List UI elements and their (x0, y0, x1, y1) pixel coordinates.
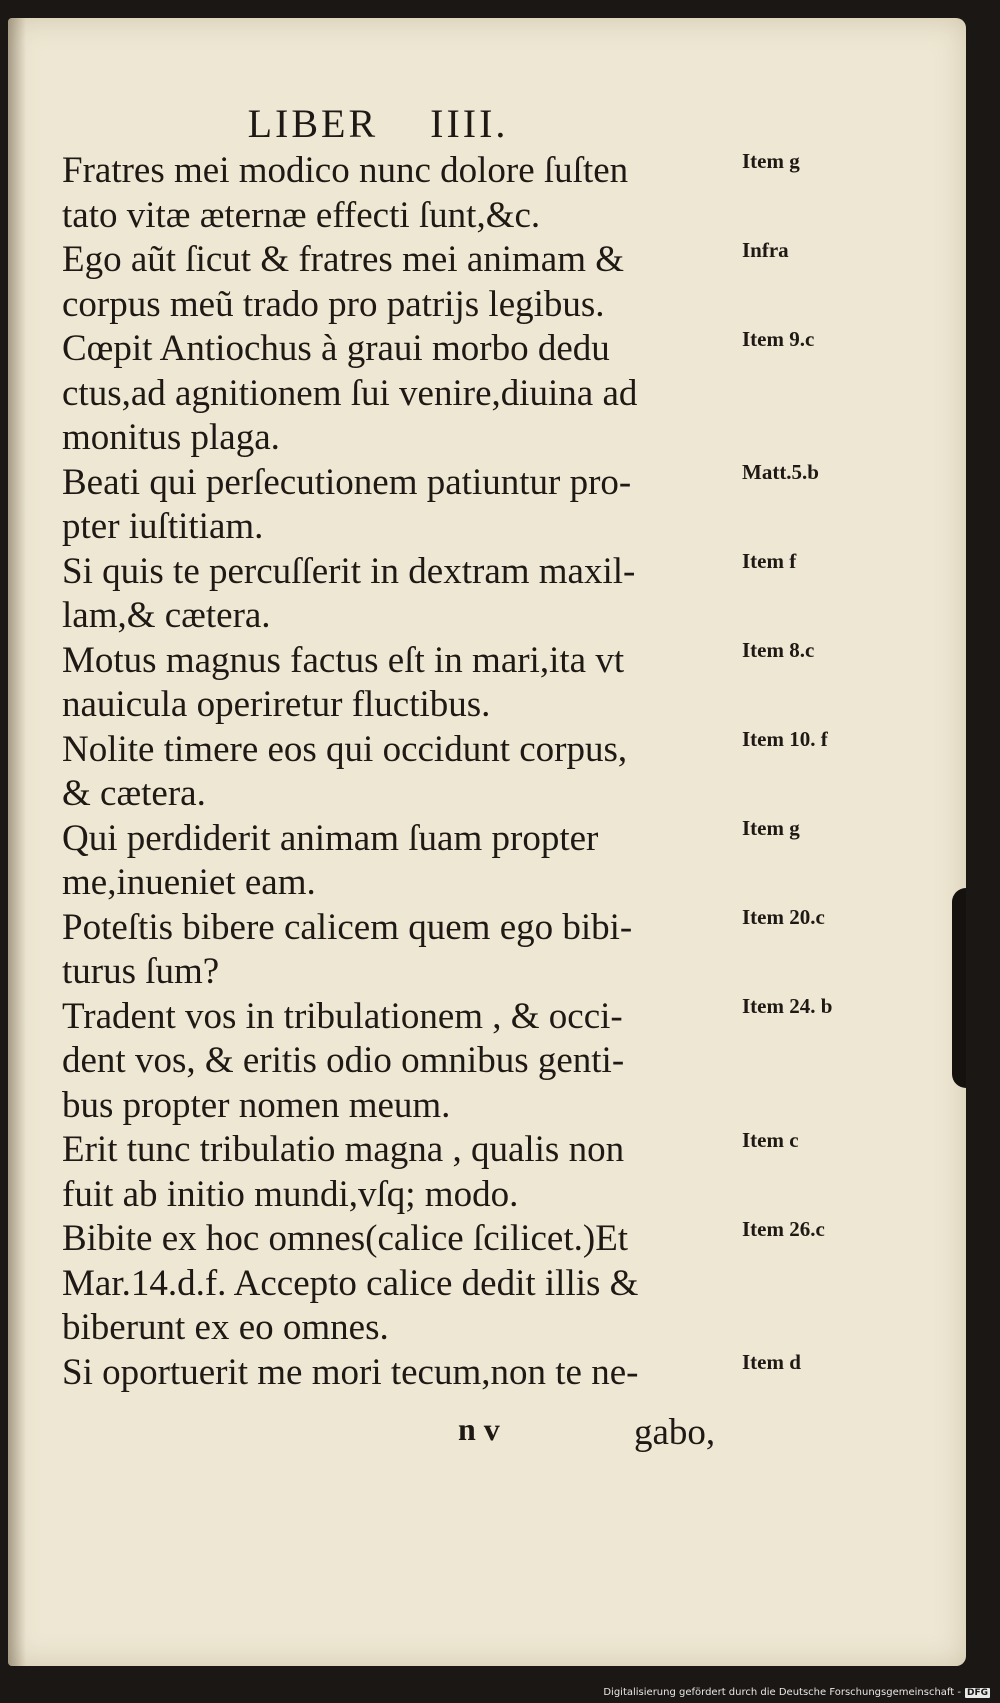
text-line: tato vitæ æternæ effecti ſunt,&c. (62, 194, 541, 236)
margin-note: Item d (742, 1350, 801, 1374)
margin-note: Infra (742, 238, 789, 262)
text-line: fuit ab initio mundi,vſq; modo. (62, 1173, 519, 1215)
text-line: Motus magnus factus eſt in mari,ita vt (62, 639, 625, 681)
margin-note: Item 20.c (742, 905, 825, 929)
margin-note: Matt.5.b (742, 460, 819, 484)
margin-note: Item 24. b (742, 994, 833, 1018)
page-edge-notch (952, 888, 966, 1088)
text-line: dent vos, & eritis odio omnibus genti- (62, 1040, 625, 1081)
text-line: turus ſum? (62, 951, 220, 992)
text-line: ctus,ad agnitionem ſui venire,diuina ad (62, 372, 638, 414)
book-page (8, 18, 966, 1666)
signature-mark: n v (458, 1411, 500, 1447)
text-line: corpus meũ trado pro patrijs legibus. (62, 283, 605, 325)
margin-note: Item 8.c (742, 638, 815, 662)
margin-note: Item 10. f (742, 727, 828, 751)
footer-text: Digitalisierung gefördert durch die Deutsche Forschungsgemeinschaft - (603, 1687, 961, 1698)
text-line: Bibite ex hoc omnes(calice ſcilicet.)Et (62, 1218, 629, 1259)
text-line: Qui perdiderit animam ſuam propter (62, 817, 599, 859)
text-line: me,inueniet eam. (62, 862, 316, 903)
text-line: Poteſtis bibere calicem quem ego bibi- (62, 906, 633, 948)
dfg-logo: DFG (966, 1687, 988, 1698)
text-line: Si quis te percuſſerit in dextram maxil- (62, 550, 636, 592)
text-line: monitus plaga. (62, 417, 280, 458)
digitization-footer (603, 1687, 990, 1698)
text-line: Cœpit Antiochus à graui morbo dedu (62, 328, 610, 369)
text-line: pter iuſtitiam. (62, 506, 264, 547)
margin-note: Item g (742, 816, 800, 840)
text-line: Beati qui perſecutionem patiuntur pro- (62, 461, 632, 503)
margin-note: Item f (742, 549, 797, 573)
margin-note: Item 9.c (742, 327, 815, 351)
text-line: Si oportuerit me mori tecum,non te ne- (62, 1351, 639, 1393)
text-line: & cætera. (62, 773, 206, 814)
text-line: biberunt ex eo omnes. (62, 1307, 389, 1348)
margin-note: Item g (742, 149, 800, 173)
catchword: gabo, (634, 1412, 716, 1453)
text-line: Mar.14.d.f. Accepto calice dedit illis & (62, 1262, 639, 1304)
text-block (62, 149, 742, 1395)
text-line: nauicula operiretur fluctibus. (62, 684, 491, 725)
text-line: Fratres mei modico nunc dolore ſuſten (62, 150, 629, 191)
catchline (8, 1411, 966, 1455)
text-line: bus propter nomen meum. (62, 1084, 451, 1126)
text-line: Erit tunc tribulatio magna , qualis non (62, 1129, 625, 1170)
text-line: Ego aũt ſicut & fratres mei animam & (62, 239, 625, 280)
margin-note: Item c (742, 1128, 799, 1152)
text-line: Nolite timere eos qui occidunt corpus, (62, 728, 628, 770)
text-line: lam,& cætera. (62, 595, 271, 636)
margin-note: Item 26.c (742, 1217, 825, 1241)
running-header: LIBER IIII. (247, 101, 509, 146)
text-line: Tradent vos in tribulationem , & occi- (62, 995, 623, 1037)
